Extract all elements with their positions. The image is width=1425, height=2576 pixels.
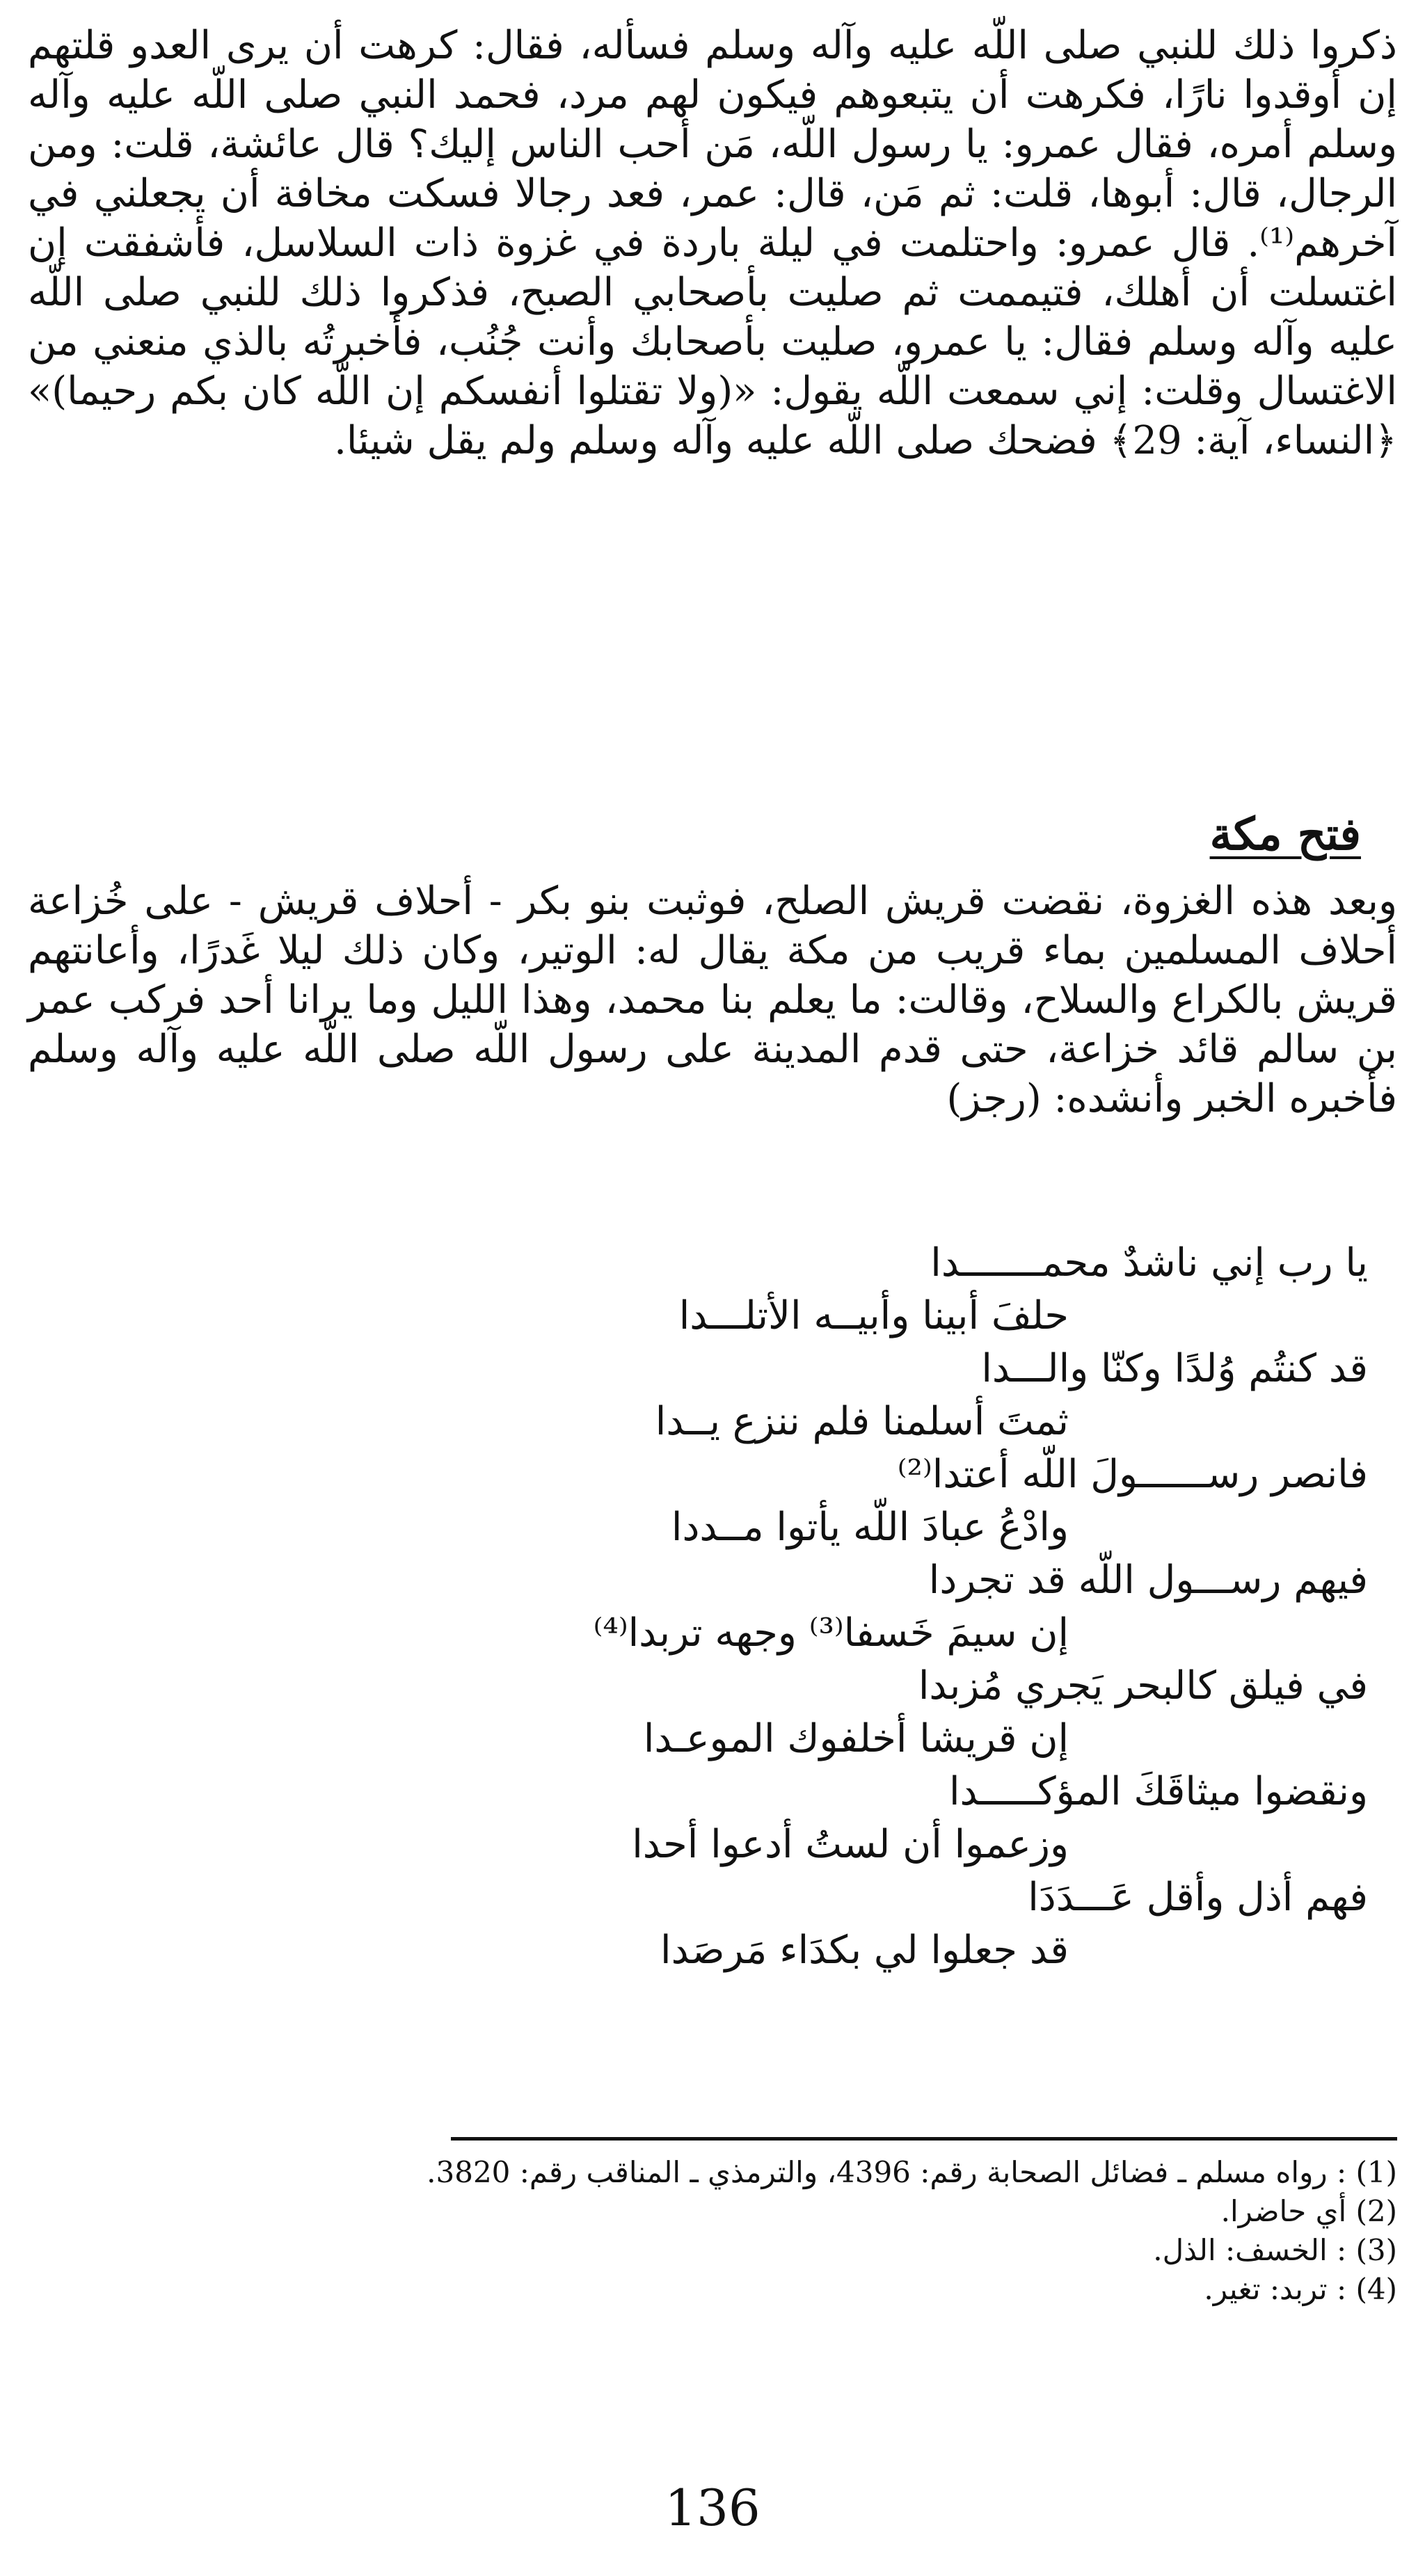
- section-paragraph: [28, 877, 1397, 1238]
- section-title: فتح مكة: [1209, 808, 1361, 861]
- poem-verse: قد جعلوا لي بكدَاء مَرصَدا: [660, 1928, 1069, 1973]
- paragraph-text: ذكروا ذلك للنبي صلى اللّه عليه وآله وسلم فسأله، فقال: كرهت أن يرى العدو قلتهم إن أوقدوا نارًا، فكرهت أن يتبعوهم فيكون لهم مرد، فحمد النبي صلى اللّه عليه وآله وسلم أمره، فقال عمرو: يا رسول اللّه، مَن أحب الناس إليك؟ قال عائشة، قلت: ومن الرجال، قال: أبوها، قلت: ثم مَن، قال: عمر، فعد رجالا فسكت مخافة أن يجعلني في آخرهم⁽¹⁾. قال عمرو: واحتلمت في ليلة باردة في غزوة ذات السلاسل، فأشفقت إن اغتسلت أن أهلك، فتيممت ثم صليت بأصحابي الصبح، فذكروا ذلك للنبي صلى اللّه عليه وآله وسلم فقال: يا عمرو، صليت بأصحابك وأنت جُنُب، فأخبرتُه بالذي منعني من الاغتسال وقلت: إني سمعت اللّه يقول: «(ولا تقتلوا أنفسكم إن اللّه كان بكم رحيما)» ﴿النساء، آية: 29﴾ فضحك صلى اللّه عليه وآله وسلم ولم يقل شيئا.: [28, 23, 1397, 463]
- poem-verse: ونقضوا ميثاقَكَ المؤكـــــدا: [949, 1769, 1368, 1814]
- poem-verse: وزعموا أن لستُ أدعوا أحدا: [632, 1822, 1069, 1867]
- footnote-divider: [451, 2137, 1397, 2141]
- footnote: (1) : رواه مسلم ـ فضائل الصحابة رقم: 4396، والترمذي ـ المناقب رقم: 3820.: [427, 2155, 1397, 2189]
- poem: [185, 1237, 1368, 1977]
- footnote: (3) : الخسف: الذل.: [1153, 2233, 1397, 2267]
- poem-verse: وادْعُ عبادَ اللّه يأتوا مــددا: [671, 1505, 1069, 1550]
- page-number: 136: [664, 2479, 761, 2537]
- poem-verse: قد كنتُم وُلدًا وكنّا والـــدا: [981, 1346, 1368, 1391]
- poem-verse: في فيلق كالبحر يَجري مُزبدا: [918, 1663, 1368, 1709]
- poem-verse: فهم أذل وأقل عَـــدَدَا: [1028, 1875, 1368, 1920]
- poem-verse: حلفَ أبينا وأبيــه الأتلـــدا: [678, 1293, 1069, 1338]
- poem-verse: يا رب إني ناشدٌ محمـــــــدا: [930, 1240, 1368, 1286]
- poem-verse: إن قريشا أخلفوك الموعـدا: [643, 1716, 1069, 1761]
- paragraph-text: وبعد هذه الغزوة، نقضت قريش الصلح، فوثبت بنو بكر - أحلاف قريش - على خُزاعة أحلاف المسلمين بماء قريب من مكة يقال له: الوتير، وكان ذلك ليلا غَدرًا، وأعانتهم قريش بالكراع والسلاح، وقالت: ما يعلم بنا محمد، وهذا الليل وما يرانا أحد فركب عمر بن سالم قائد خزاعة، حتى قدم المدينة على رسول اللّه صلى اللّه عليه وآله وسلم فأخبره الخبر وأنشده: (رجز): [28, 879, 1397, 1121]
- footnote: (4) : تربد: تغير.: [1204, 2272, 1397, 2306]
- poem-verse: إن سيمَ خَسفا⁽³⁾ وجهه تربدا⁽⁴⁾: [593, 1610, 1069, 1656]
- poem-verse: فانصر رســــــولَ اللّه أعتدا⁽²⁾: [897, 1452, 1368, 1497]
- poem-verse: فيهم رســـول اللّه قد تجردا: [928, 1558, 1368, 1603]
- poem-verse: ثمتَ أسلمنا فلم ننزع يــدا: [655, 1399, 1069, 1444]
- footnotes: [33, 2153, 1397, 2309]
- opening-paragraph: [28, 21, 1397, 779]
- footnote: (2) أي حاضرا.: [1220, 2194, 1397, 2228]
